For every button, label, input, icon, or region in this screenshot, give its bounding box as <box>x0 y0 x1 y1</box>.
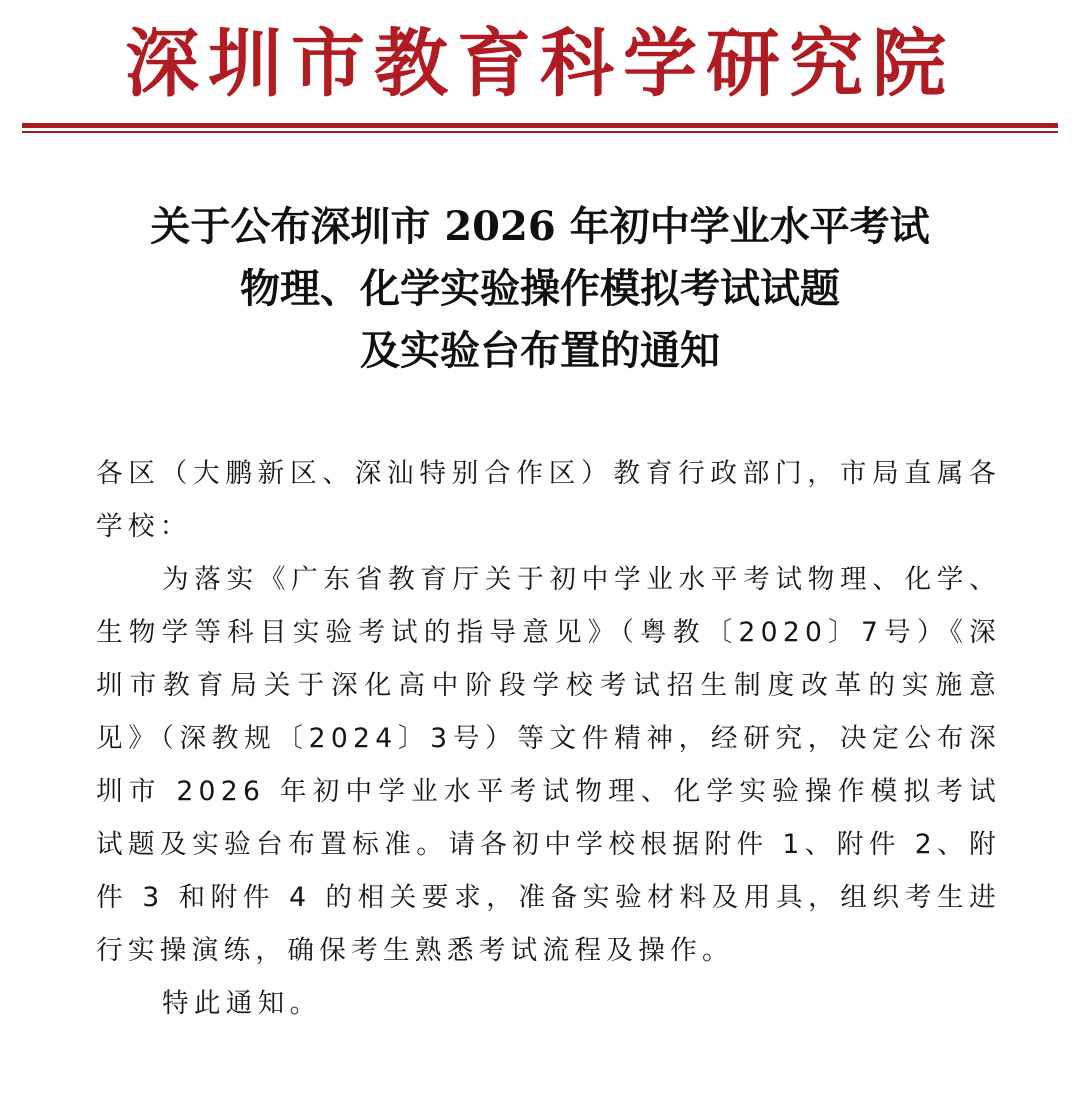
title-line-3: 及实验台布置的通知 <box>360 327 720 374</box>
title-line-1: 关于公布深圳市 2026 年初中学业水平考试 <box>150 203 930 250</box>
document-title <box>0 196 1080 382</box>
header-rule-thick <box>22 123 1058 128</box>
addressee: 各区（大鹏新区、深汕特别合作区）教育行政部门，市局直属各学校： <box>96 458 1001 542</box>
closing-line: 特此通知。 <box>162 988 322 1019</box>
document-body <box>96 447 1001 1030</box>
issuing-organization-header: 深圳市教育科学研究院 <box>125 21 955 107</box>
header-rule-thin <box>22 131 1058 133</box>
title-line-2: 物理、化学实验操作模拟考试试题 <box>240 265 840 312</box>
body-paragraph: 为落实《广东省教育厅关于初中学业水平考试物理、化学、生物学等科目实验考试的指导意见》（粤教〔2020〕7号）《深圳市教育局关于深化高中阶段学校考试招生制度改革的实施意见》（深教规〔2024〕3号）等文件精神，经研究，决定公布深圳市 2026 年初中学业水平考试物理、化学实验操作模拟考试试题及实验台布置标准。请各初中学校根据附件 1、附件 2、附件 3 和附件 4 的相关要求，准备实验材料及用具，组织考生进行实操演练，确保考生熟悉考试流程及操作。 <box>96 564 1001 966</box>
